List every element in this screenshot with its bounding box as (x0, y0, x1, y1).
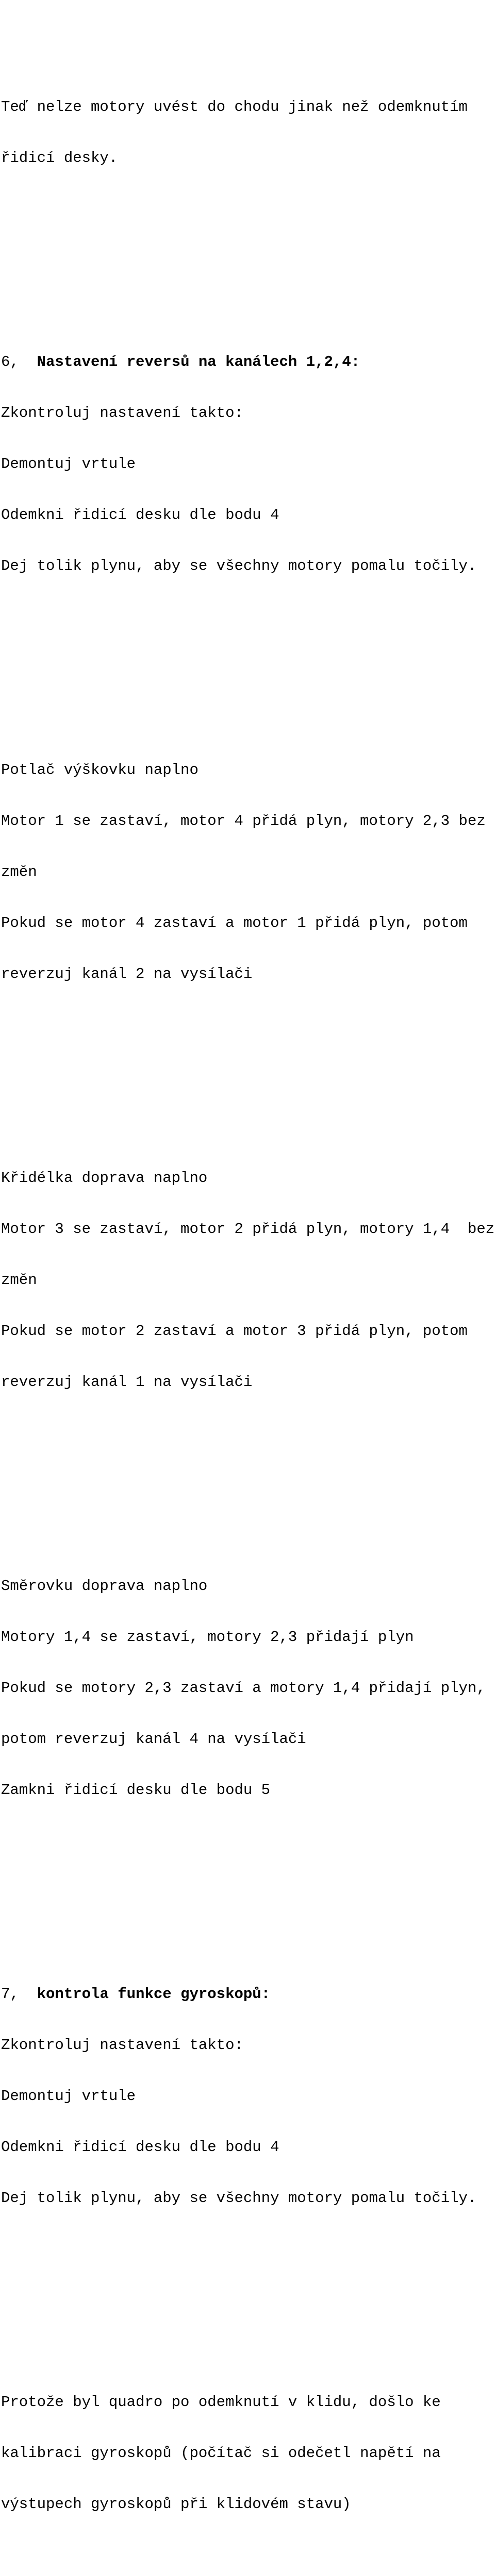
text-line: Potlač výškovku naplno (1, 761, 199, 778)
text-line: Křidélka doprava naplno (1, 1170, 208, 1187)
section-7 (1, 1952, 496, 2241)
text-line: Zkontroluj nastavení takto: (1, 404, 243, 421)
text-line: Demontuj vrtule (1, 2088, 136, 2105)
blank-line (1, 642, 496, 659)
heading-title: Nastavení reversů na kanálech 1,2,4: (37, 353, 360, 370)
text-line: Dej tolik plynu, aby se všechny motory pomalu točily. (1, 557, 477, 574)
text-line: Zamkni řidicí desku dle bodu 5 (1, 1782, 271, 1799)
text-line: reverzuj kanál 1 na vysílači (1, 1374, 253, 1391)
blank-line (1, 1459, 496, 1476)
text-line: výstupech gyroskopů při klidovém stavu) (1, 2496, 351, 2513)
text-line: změn (1, 1272, 37, 1289)
heading-title: kontrola funkce gyroskopů: (37, 1986, 271, 2003)
calibration-paragraph (1, 2360, 496, 2547)
section-6 (1, 319, 496, 608)
text-line: Protože byl quadro po odemknutí v klidu, došlo ke (1, 2394, 441, 2411)
text-line: Pokud se motor 2 zastaví a motor 3 přidá plyn, potom (1, 1323, 468, 1340)
text-line: kalibraci gyroskopů (počítač si odečetl napětí na (1, 2445, 441, 2462)
text-line: potom reverzuj kanál 4 na vysílači (1, 1731, 306, 1748)
blank-line (1, 1867, 496, 1884)
text-line: reverzuj kanál 2 na vysílači (1, 965, 253, 982)
aileron-paragraph (1, 1136, 496, 1425)
text-line: řidicí desky. (1, 149, 118, 166)
text-line: Teď nelze motory uvést do chodu jinak než odemknutím (1, 98, 468, 115)
text-line: Demontuj vrtule (1, 455, 136, 472)
text-line: Odemkni řidicí desku dle bodu 4 (1, 2139, 279, 2156)
section-7-heading (1, 1986, 496, 2003)
elevator-paragraph (1, 727, 496, 1016)
text-line: Pokud se motory 2,3 zastaví a motory 1,4 přidají plyn, (1, 1680, 486, 1697)
document-page (1, 0, 496, 2576)
text-line: Motory 1,4 se zastaví, motory 2,3 přidají plyn (1, 1629, 414, 1646)
intro-paragraph (1, 64, 496, 200)
text-line: Zkontroluj nastavení takto: (1, 2037, 243, 2054)
section-6-heading (1, 353, 496, 370)
text-line: Motor 1 se zastaví, motor 4 přidá plyn, motory 2,3 bez (1, 812, 486, 829)
blank-line (1, 1050, 496, 1067)
text-line: Odemkni řidicí desku dle bodu 4 (1, 506, 279, 523)
blank-line (1, 234, 496, 251)
text-line: změn (1, 863, 37, 880)
text-line: Motor 3 se zastaví, motor 2 přidá plyn, motory 1,4 bez (1, 1221, 495, 1238)
rudder-paragraph (1, 1544, 496, 1833)
text-line: Pokud se motor 4 zastaví a motor 1 přidá plyn, potom (1, 914, 468, 931)
heading-number: 6, (1, 353, 19, 370)
text-line: Směrovku doprava naplno (1, 1578, 208, 1595)
text-line: Dej tolik plynu, aby se všechny motory pomalu točily. (1, 2190, 477, 2207)
blank-line (1, 2275, 496, 2292)
heading-number: 7, (1, 1986, 19, 2003)
